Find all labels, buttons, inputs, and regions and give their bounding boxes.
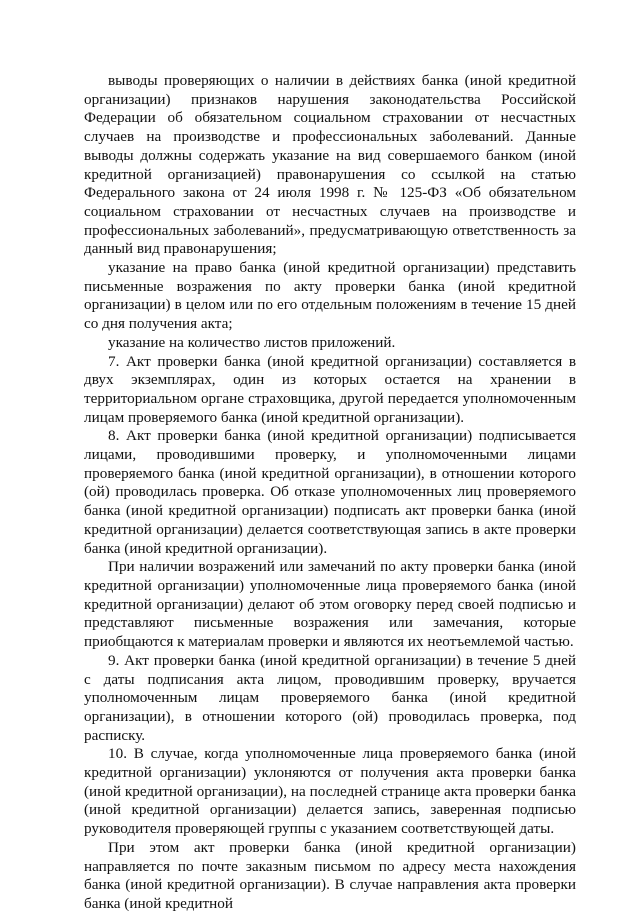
paragraph-objections: При наличии возражений или замечаний по акту проверки банка (иной кредитной организации) уполномоченные лица проверяемого банка (иной кредитной организации) делают об этом оговорку перед своей подписью и представляют письменные возражения или замечания, которые приобщаются к материалам проверки и являются их неотъемлемой частью. — [84, 558, 576, 651]
paragraph-clause-10: 10. В случае, когда уполномоченные лица проверяемого банка (иной кредитной организации) уклоняются от получения акта проверки банка (иной кредитной организации), на последней странице акта проверки банка (иной кредитной организации) делается запись, заверенная подписью руководителя проверяющей группы с указанием соответствующей даты. — [84, 745, 576, 838]
document-body — [84, 72, 576, 914]
paragraph-clause-9: 9. Акт проверки банка (иной кредитной организации) в течение 5 дней с даты подписания акта лицом, проводившим проверку, вручается уполномоченным лицам проверяемого банка (иной кредитной организации), в отношении которого (ой) проводилась проверка, под расписку. — [84, 651, 576, 744]
paragraph-clause-8: 8. Акт проверки банка (иной кредитной организации) подписывается лицами, проводившими проверку, и уполномоченными лицами проверяемого банка (иной кредитной организации), в отношении которого (ой) проводилась проверка. Об отказе уполномоченных лиц проверяемого банка (иной кредитной организации) подписать акт проверки банка (иной кредитной организации) делается соответствующая запись в акте проверки банка (иной кредитной организации). — [84, 427, 576, 557]
paragraph-clause-7: 7. Акт проверки банка (иной кредитной организации) составляется в двух экземплярах, один из которых остается на хранении в территориальном органе страховщика, другой передается уполномоченным лицам проверяемого банка (иной кредитной организации). — [84, 352, 576, 426]
paragraph-violation-findings: выводы проверяющих о наличии в действиях банка (иной кредитной организации) признаков нарушения законодательства Российской Федерации об обязательном социальном страховании от несчастных случаев на производстве и профессиональных заболеваний. Данные выводы должны содержать указание на вид совершаемого банком (иной кредитной организацией) правонарушения со ссылкой на статью Федерального закона от 24 июля 1998 г. № 125-ФЗ «Об обязательном социальном страховании от несчастных случаев на производстве и профессиональных заболеваний», предусматривающую ответственность за данный вид правонарушения; — [84, 72, 576, 258]
paragraph-right-to-object: указание на право банка (иной кредитной организации) представить письменные возражения по акту проверки банка (иной кредитной организации) в целом или по его отдельным положениям в течение 15 дней со дня получения акта; — [84, 259, 576, 333]
paragraph-attachment-count: указание на количество листов приложений. — [108, 333, 396, 351]
paragraph-mailing: При этом акт проверки банка (иной кредитной организации) направляется по почте заказным письмом по адресу места нахождения банка (иной кредитной организации). В случае направления акта проверки банка (иной кредитной — [84, 838, 576, 912]
